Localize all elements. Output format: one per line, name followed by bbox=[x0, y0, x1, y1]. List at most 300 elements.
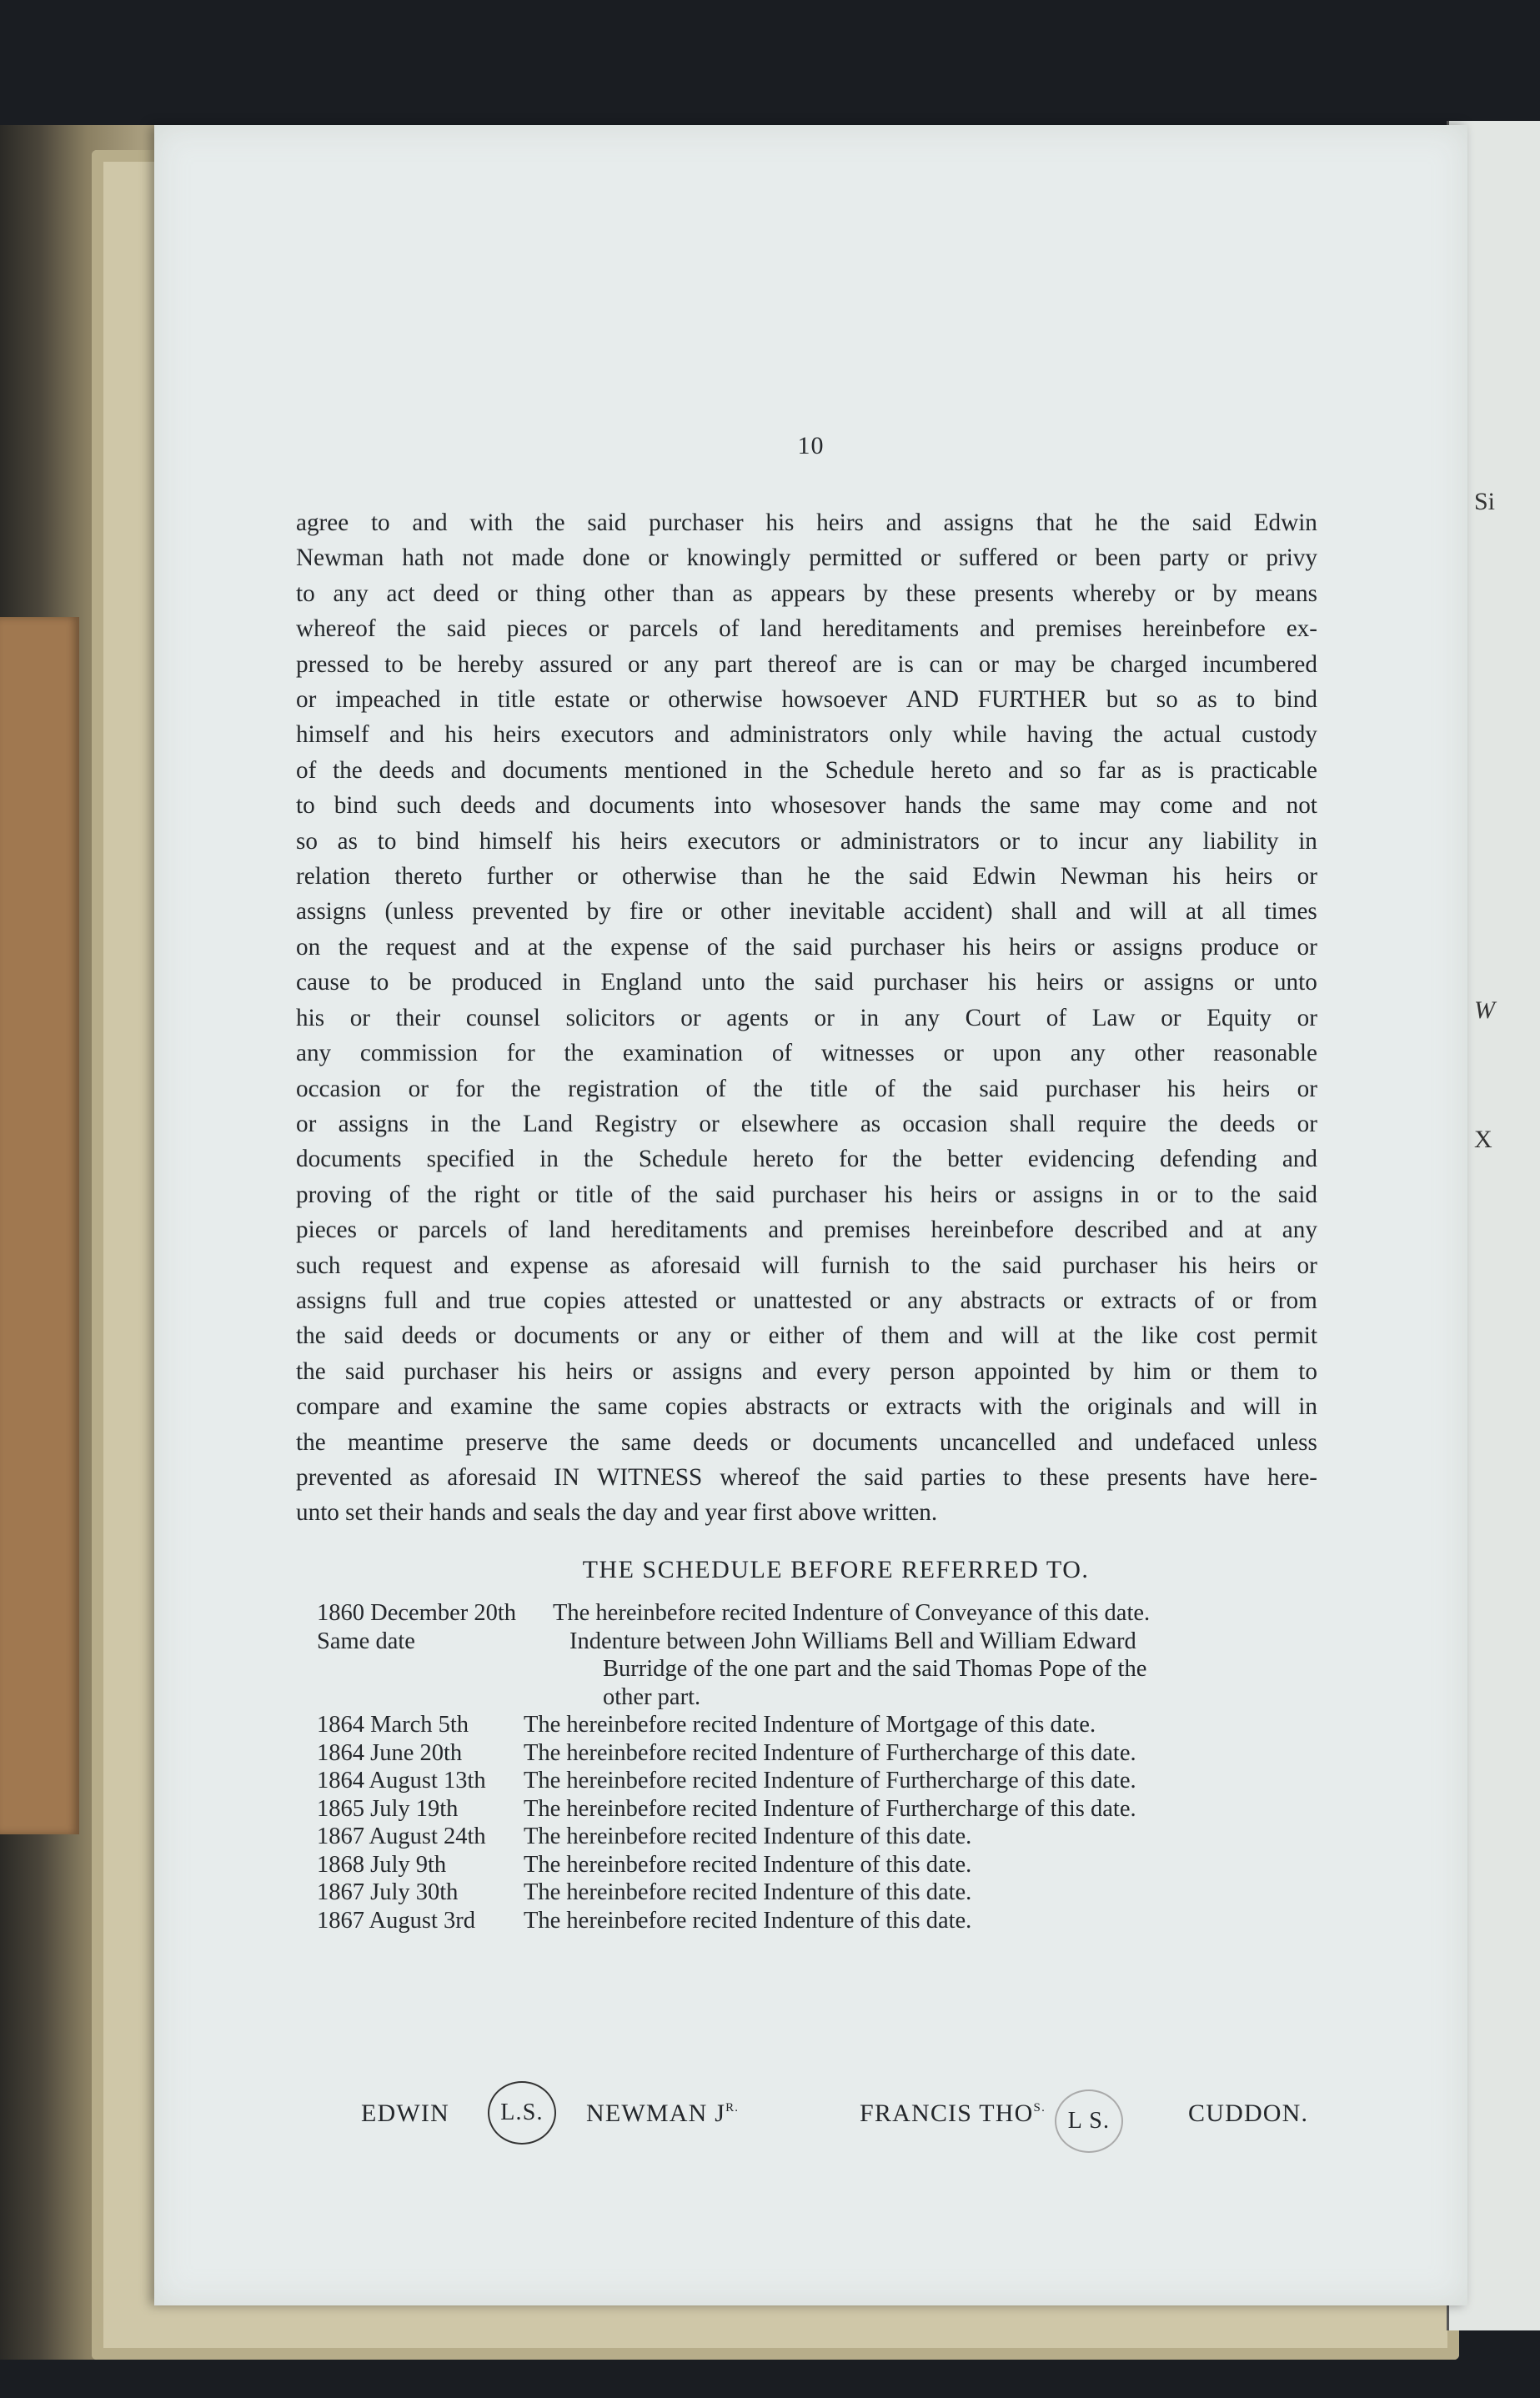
word: and bbox=[389, 721, 424, 749]
word: and bbox=[397, 1393, 433, 1421]
word: and bbox=[885, 509, 921, 536]
word: with bbox=[979, 1393, 1023, 1421]
word: whereby bbox=[1071, 579, 1156, 607]
word: said bbox=[1277, 1181, 1317, 1208]
word: to bbox=[1194, 1181, 1214, 1208]
word: deeds bbox=[401, 1322, 458, 1350]
schedule-date: 1867 August 24th bbox=[317, 1824, 486, 1849]
word: to bbox=[296, 792, 315, 820]
word: land bbox=[548, 1217, 591, 1244]
text-line bbox=[296, 1318, 1317, 1353]
word: not bbox=[462, 544, 494, 572]
word: privy bbox=[1266, 544, 1317, 572]
schedule-description: The hereinbefore recited Indenture of this date. bbox=[524, 1851, 972, 1878]
word: undefaced bbox=[1134, 1428, 1235, 1456]
word: parties bbox=[920, 1463, 986, 1491]
word: come bbox=[1160, 792, 1213, 820]
word: or bbox=[681, 898, 702, 926]
word: in bbox=[539, 1146, 559, 1173]
word: heirs bbox=[1222, 1075, 1271, 1102]
word: in bbox=[430, 1110, 449, 1137]
word: said bbox=[1002, 1252, 1042, 1279]
word: heirs bbox=[816, 509, 864, 536]
word: his bbox=[572, 827, 601, 855]
word: the bbox=[779, 756, 809, 784]
word: evidencing bbox=[1027, 1146, 1135, 1173]
word: assigns bbox=[338, 1110, 409, 1137]
word: to bbox=[369, 969, 389, 996]
word: appears bbox=[770, 579, 845, 607]
word: or bbox=[1161, 1004, 1181, 1031]
word: or bbox=[1297, 863, 1317, 890]
word: by bbox=[1089, 1357, 1114, 1385]
word: documents bbox=[589, 792, 695, 820]
second-signatory-suffix: S. bbox=[1033, 2101, 1046, 2115]
word: their bbox=[395, 1004, 441, 1031]
word: or bbox=[1103, 969, 1124, 996]
word: every bbox=[816, 1357, 870, 1385]
text-line bbox=[296, 682, 1317, 717]
schedule-title: THE SCHEDULE BEFORE REFERRED TO. bbox=[582, 1556, 1090, 1583]
word: his bbox=[518, 1357, 547, 1385]
word: the bbox=[296, 1357, 326, 1385]
word: Land bbox=[522, 1110, 573, 1137]
word: or bbox=[1297, 933, 1317, 961]
word: the bbox=[296, 1322, 326, 1350]
word: them bbox=[1230, 1357, 1279, 1385]
word: abstracts bbox=[745, 1393, 830, 1421]
word: assigns bbox=[296, 898, 367, 926]
word: his bbox=[296, 1004, 325, 1031]
word: heirs bbox=[620, 827, 668, 855]
word: actual bbox=[1163, 721, 1221, 749]
word: on bbox=[296, 933, 321, 961]
word: examine bbox=[449, 1393, 533, 1421]
text-line bbox=[296, 1141, 1317, 1176]
word: otherwise bbox=[668, 686, 763, 714]
word: by bbox=[1212, 579, 1237, 607]
schedule-row bbox=[317, 1711, 1347, 1739]
text-line bbox=[296, 1283, 1317, 1318]
word: and bbox=[1007, 756, 1044, 784]
text-line bbox=[296, 1354, 1317, 1389]
word: Newman bbox=[296, 544, 384, 572]
word: the bbox=[855, 863, 885, 890]
schedule-row bbox=[317, 1767, 1347, 1795]
word: and bbox=[534, 792, 570, 820]
word: administrators bbox=[840, 827, 980, 855]
word: mentioned bbox=[624, 756, 727, 784]
word: title bbox=[497, 686, 536, 714]
word: the bbox=[1168, 1110, 1198, 1137]
word: whosesover bbox=[770, 792, 886, 820]
word: Newman bbox=[1060, 863, 1149, 890]
text-line bbox=[296, 965, 1317, 1000]
word: Registry bbox=[594, 1110, 678, 1137]
schedule-list bbox=[317, 1599, 1347, 1934]
word: and bbox=[453, 1252, 489, 1279]
word: aforesaid bbox=[650, 1252, 740, 1279]
schedule-description-continued: other part. bbox=[603, 1683, 701, 1710]
word: unattested bbox=[753, 1287, 852, 1314]
word: all bbox=[1221, 898, 1247, 926]
word: purchaser bbox=[873, 969, 969, 996]
second-signatory-surname: CUDDON. bbox=[1188, 2100, 1309, 2127]
schedule-description: The hereinbefore recited Indenture of Furthercharge of this date. bbox=[524, 1768, 1136, 1793]
word: the bbox=[427, 1181, 457, 1208]
word: hereditaments bbox=[822, 615, 960, 643]
word: and bbox=[1190, 1393, 1226, 1421]
text-line bbox=[296, 894, 1317, 929]
word: his bbox=[884, 1181, 913, 1208]
word: title bbox=[810, 1075, 848, 1102]
word: may bbox=[1014, 650, 1056, 678]
seal-label: L S. bbox=[1067, 2108, 1111, 2134]
word: that bbox=[1036, 509, 1073, 536]
word: purchaser bbox=[850, 933, 945, 961]
word: executors bbox=[560, 721, 655, 749]
word: premises bbox=[1035, 615, 1122, 643]
word: documents bbox=[502, 756, 609, 784]
word: so bbox=[296, 827, 318, 855]
word: hereinbefore bbox=[931, 1217, 1054, 1244]
word: assigns bbox=[1112, 933, 1183, 961]
text-line bbox=[296, 1177, 1317, 1212]
word: or bbox=[648, 544, 669, 572]
word: as bbox=[337, 827, 358, 855]
word: of bbox=[771, 1040, 793, 1067]
word: request bbox=[362, 1252, 433, 1279]
word: extracts bbox=[885, 1393, 962, 1421]
word: defending bbox=[1159, 1146, 1257, 1173]
word: the bbox=[510, 1075, 541, 1102]
word: unless bbox=[1256, 1428, 1317, 1456]
word: reasonable bbox=[1213, 1040, 1317, 1067]
word: or bbox=[296, 1110, 317, 1137]
word: these bbox=[1039, 1463, 1090, 1491]
word: suffered bbox=[959, 544, 1039, 572]
page-number: 10 bbox=[797, 432, 825, 459]
word: such bbox=[296, 1252, 341, 1279]
word: heirs bbox=[930, 1181, 978, 1208]
word: or bbox=[296, 686, 317, 714]
word: to bbox=[377, 827, 397, 855]
word: Edwin bbox=[972, 863, 1036, 890]
word: for bbox=[455, 1075, 484, 1102]
word: practicable bbox=[1210, 756, 1317, 784]
word: documents bbox=[514, 1322, 620, 1350]
word: incur bbox=[1078, 827, 1129, 855]
word: heirs bbox=[1036, 969, 1084, 996]
word: assigns bbox=[943, 509, 1014, 536]
schedule-rows bbox=[317, 1711, 1347, 1934]
word: shall bbox=[1011, 898, 1057, 926]
word: executors bbox=[687, 827, 781, 855]
word: heirs bbox=[1009, 933, 1056, 961]
word: impeached bbox=[335, 686, 441, 714]
signature-block bbox=[361, 2081, 1362, 2148]
word: than bbox=[740, 863, 783, 890]
document-page bbox=[154, 125, 1467, 2305]
schedule-row bbox=[317, 1851, 1347, 1879]
word: unto bbox=[701, 969, 745, 996]
word: agents bbox=[726, 1004, 789, 1031]
word: said bbox=[792, 933, 832, 961]
facing-page-fragment: Si bbox=[1474, 488, 1496, 515]
word: said bbox=[908, 863, 948, 890]
word: purchaser bbox=[649, 509, 744, 536]
word: be bbox=[1071, 650, 1096, 678]
word: heirs bbox=[1225, 863, 1273, 890]
word: assured bbox=[539, 650, 613, 678]
word: the bbox=[333, 756, 363, 784]
word: parcels bbox=[629, 615, 699, 643]
text-line bbox=[296, 1001, 1317, 1036]
schedule-date: 1864 August 13th bbox=[317, 1768, 486, 1793]
word: or bbox=[943, 1040, 964, 1067]
word: occasion bbox=[296, 1075, 382, 1102]
word: Schedule bbox=[825, 756, 915, 784]
word: in bbox=[1298, 827, 1317, 855]
word: premises bbox=[824, 1217, 910, 1244]
word: Equity bbox=[1206, 1004, 1272, 1031]
word: the bbox=[1113, 721, 1143, 749]
schedule-row bbox=[317, 1823, 1347, 1851]
schedule-description: The hereinbefore recited Indenture of Conveyance of this date. bbox=[553, 1600, 1151, 1626]
text-line bbox=[296, 859, 1317, 894]
word: the bbox=[1093, 1322, 1124, 1350]
word: expense bbox=[610, 933, 690, 961]
word: in bbox=[1298, 1393, 1317, 1421]
word: to bbox=[1236, 686, 1256, 714]
word: Court bbox=[965, 1004, 1021, 1031]
word: as bbox=[609, 1252, 630, 1279]
word: the bbox=[765, 969, 795, 996]
word: such bbox=[396, 792, 442, 820]
word: or bbox=[1191, 1357, 1211, 1385]
word: (unless bbox=[384, 898, 454, 926]
word: pieces bbox=[296, 1217, 357, 1244]
word: in bbox=[562, 969, 581, 996]
word: than bbox=[672, 579, 715, 607]
word: or bbox=[800, 827, 821, 855]
word: any bbox=[904, 1004, 940, 1031]
word: or bbox=[475, 1322, 496, 1350]
word: or bbox=[1231, 1287, 1252, 1314]
word: permitted bbox=[809, 544, 903, 572]
word: produce bbox=[1201, 933, 1280, 961]
text-line bbox=[296, 611, 1317, 646]
word: the bbox=[816, 1463, 847, 1491]
word: may bbox=[1099, 792, 1141, 820]
word: as bbox=[732, 579, 753, 607]
word: his bbox=[1166, 1075, 1196, 1102]
word: said bbox=[344, 1322, 384, 1350]
word: having bbox=[1026, 721, 1093, 749]
word: prevented bbox=[472, 898, 569, 926]
word: Edwin bbox=[1253, 509, 1317, 536]
text-line bbox=[296, 1248, 1317, 1283]
schedule-description: The hereinbefore recited Indenture of Furthercharge of this date. bbox=[524, 1739, 1136, 1766]
word: the bbox=[338, 933, 369, 961]
word: FURTHER bbox=[977, 686, 1087, 714]
word: howsoever bbox=[781, 686, 887, 714]
word: said bbox=[1191, 509, 1231, 536]
word: described bbox=[1074, 1217, 1168, 1244]
word: bind bbox=[334, 792, 378, 820]
text-line bbox=[296, 1425, 1317, 1460]
word: said bbox=[979, 1075, 1019, 1102]
word: the bbox=[753, 1075, 784, 1102]
word: means bbox=[1255, 579, 1317, 607]
word: presents bbox=[974, 579, 1054, 607]
word: assigns bbox=[672, 1357, 743, 1385]
word: preserve bbox=[465, 1428, 548, 1456]
word: only bbox=[889, 721, 933, 749]
word: to bbox=[1298, 1357, 1317, 1385]
word: aforesaid bbox=[447, 1463, 537, 1491]
schedule-description: The hereinbefore recited Indenture of this date. bbox=[524, 1824, 972, 1849]
word: commission bbox=[359, 1040, 478, 1067]
word: or bbox=[1297, 1004, 1317, 1031]
word: or bbox=[588, 615, 609, 643]
word: shall bbox=[1009, 1110, 1056, 1137]
word: abstracts bbox=[960, 1287, 1046, 1314]
word: of bbox=[1046, 1004, 1067, 1031]
word: or bbox=[637, 1322, 659, 1350]
word: or bbox=[770, 1428, 791, 1456]
word: documents bbox=[812, 1428, 918, 1456]
word: documents bbox=[296, 1146, 402, 1173]
word: elsewhere bbox=[740, 1110, 839, 1137]
word: himself bbox=[479, 827, 553, 855]
paper-strip bbox=[0, 617, 79, 1834]
second-signatory-text: FRANCIS THO bbox=[860, 2100, 1034, 2127]
word: hereditaments bbox=[610, 1217, 748, 1244]
signatory-surname bbox=[586, 2100, 739, 2128]
word: or bbox=[408, 1075, 429, 1102]
word: hath bbox=[402, 544, 444, 572]
word: Schedule bbox=[638, 1146, 728, 1173]
word: so bbox=[1156, 686, 1178, 714]
word: the bbox=[1040, 1393, 1070, 1421]
word: or bbox=[995, 1181, 1016, 1208]
schedule-description: The hereinbefore recited Indenture of Mortgage of this date. bbox=[524, 1712, 1096, 1738]
word: and bbox=[1282, 1146, 1317, 1173]
word: extracts bbox=[1101, 1287, 1177, 1314]
word: or bbox=[1062, 1287, 1084, 1314]
word: or bbox=[1174, 579, 1195, 607]
text-line bbox=[296, 824, 1317, 859]
word: act bbox=[386, 579, 415, 607]
word: hereinbefore bbox=[1142, 615, 1266, 643]
word: fire bbox=[629, 898, 664, 926]
schedule-description: The hereinbefore recited Indenture of Furthercharge of this date. bbox=[524, 1795, 1136, 1822]
word: to bbox=[384, 650, 404, 678]
seal-icon bbox=[1055, 2089, 1123, 2153]
word: permit bbox=[1253, 1322, 1317, 1350]
word: as bbox=[409, 1463, 430, 1491]
schedule-description-continued: Burridge of the one part and the said Thomas Pope of the bbox=[603, 1656, 1147, 1682]
word: prevented bbox=[296, 1463, 393, 1491]
text-line bbox=[296, 717, 1317, 752]
word: or bbox=[349, 1004, 371, 1031]
word: originals bbox=[1087, 1393, 1173, 1421]
word: the bbox=[563, 933, 593, 961]
word: upon bbox=[992, 1040, 1041, 1067]
word: true bbox=[488, 1287, 526, 1314]
schedule-date: 1867 August 3rd bbox=[317, 1907, 476, 1934]
word: any bbox=[1147, 827, 1183, 855]
word: his bbox=[1178, 1252, 1207, 1279]
word: copies bbox=[543, 1287, 606, 1314]
word: or bbox=[730, 1322, 750, 1350]
word: parcels bbox=[418, 1217, 488, 1244]
word: said bbox=[587, 509, 627, 536]
word: whereof bbox=[296, 615, 376, 643]
word: administrators bbox=[730, 721, 870, 749]
word: the bbox=[569, 1428, 599, 1456]
schedule-date: 1868 July 9th bbox=[317, 1851, 447, 1878]
word: into bbox=[714, 792, 752, 820]
word: of bbox=[875, 1075, 895, 1102]
word: witnesses bbox=[820, 1040, 915, 1067]
word: for bbox=[839, 1146, 868, 1173]
word: England bbox=[600, 969, 682, 996]
word: the bbox=[471, 1110, 501, 1137]
word: examination bbox=[622, 1040, 744, 1067]
word: accident) bbox=[903, 898, 993, 926]
word: or bbox=[377, 1217, 398, 1244]
word: or bbox=[1156, 1181, 1177, 1208]
word: produced bbox=[451, 969, 543, 996]
word: land bbox=[760, 615, 802, 643]
word: any bbox=[333, 579, 369, 607]
word: either bbox=[768, 1322, 825, 1350]
word: the bbox=[981, 792, 1011, 820]
word: IN bbox=[554, 1463, 579, 1491]
schedule-date: Same date bbox=[317, 1628, 415, 1654]
word: to bbox=[370, 509, 390, 536]
word: from bbox=[1270, 1287, 1317, 1314]
word: will bbox=[1129, 898, 1167, 926]
word: and bbox=[1188, 1217, 1224, 1244]
word: the bbox=[296, 1428, 326, 1456]
text-line bbox=[296, 1071, 1317, 1106]
word: done bbox=[582, 544, 630, 572]
facing-page-fragment: W bbox=[1474, 996, 1495, 1024]
word: liability bbox=[1202, 827, 1279, 855]
word: in bbox=[743, 756, 763, 784]
word: and bbox=[412, 509, 448, 536]
word: pieces bbox=[506, 615, 568, 643]
word: by bbox=[863, 579, 888, 607]
word: or bbox=[814, 1004, 835, 1031]
deed-body-text bbox=[296, 505, 1317, 1531]
word: the bbox=[534, 509, 565, 536]
word: or bbox=[1297, 1252, 1317, 1279]
word: thereto bbox=[394, 863, 463, 890]
schedule-row bbox=[317, 1907, 1347, 1935]
word: the bbox=[668, 1181, 699, 1208]
word: said bbox=[814, 969, 854, 996]
word: whereof bbox=[720, 1463, 800, 1491]
word: the bbox=[1140, 509, 1171, 536]
word: to bbox=[1002, 1463, 1022, 1491]
word: can bbox=[929, 650, 963, 678]
word: is bbox=[897, 650, 914, 678]
word: deeds bbox=[693, 1428, 749, 1456]
